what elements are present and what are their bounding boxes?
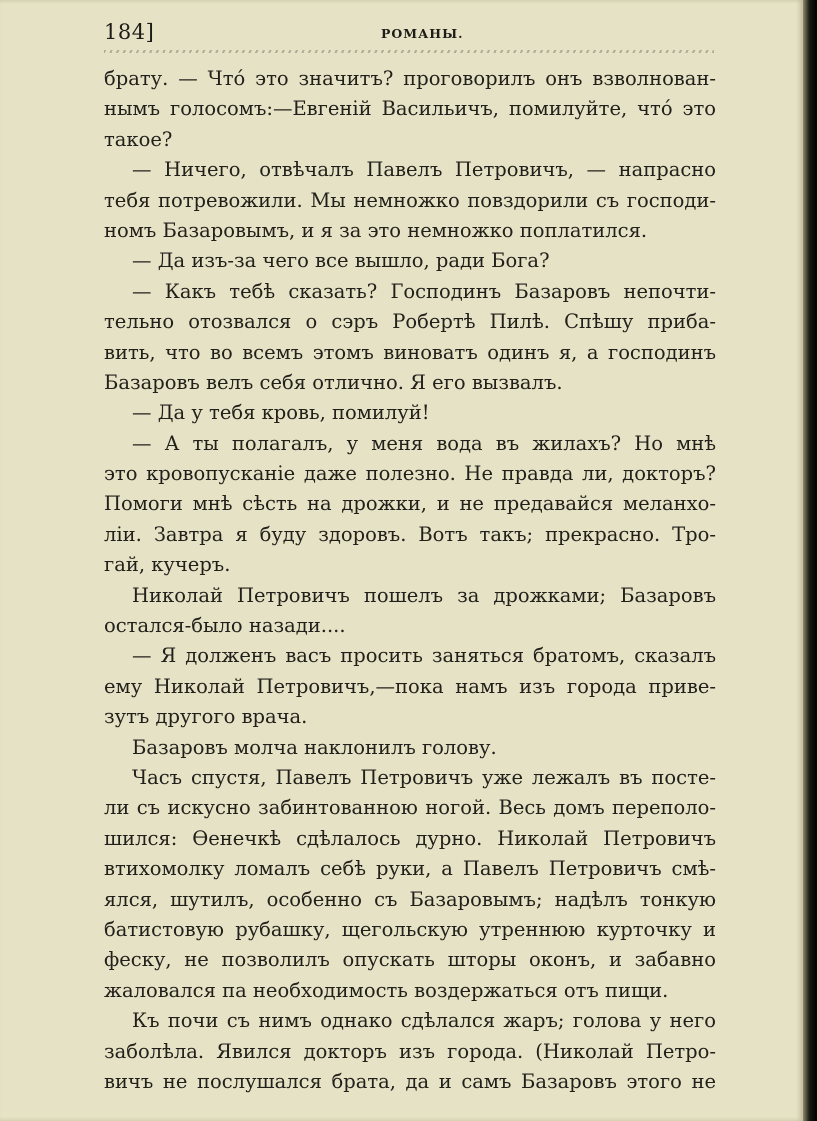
text-line: — А ты полагалъ, у меня вода въ жилахъ? Но мнѣ xyxy=(132,431,716,455)
text-line: Николай Петровичъ пошелъ за дрожками; Базаровъ xyxy=(132,583,716,607)
text-line: заболѣла. Явился докторъ изъ города. (Николай Петро- xyxy=(104,1039,716,1063)
page-number: 184] xyxy=(104,20,155,44)
text-line: гай, кучеръ. xyxy=(104,553,231,577)
text-line: ли съ искусно забинтованною ногой. Весь домъ переполо- xyxy=(104,796,716,820)
text-line: втихомолку ломалъ себѣ руки, а Павелъ Петровичъ смѣ- xyxy=(104,857,716,881)
text-line: — Да изъ-за чего все вышло, ради Бога? xyxy=(132,249,550,273)
text-line: Помоги мнѣ сѣсть на дрожки, и не предавайся меланхо- xyxy=(104,492,716,516)
header-rule xyxy=(104,50,714,53)
text-line: ліи. Завтра я буду здоровъ. Вотъ такъ; прекрасно. Тро- xyxy=(104,522,716,546)
text-line: — Я долженъ васъ просить заняться братомъ, сказалъ xyxy=(132,644,716,668)
text-line: тельно отозвался о сэръ Робертѣ Пилѣ. Спѣшу приба- xyxy=(104,310,716,334)
text-line: зутъ другого врача. xyxy=(104,705,308,729)
text-line: — Ничего, отвѣчалъ Павелъ Петровичъ, — напрасно xyxy=(132,158,716,182)
text-line: такое? xyxy=(104,127,173,151)
body-text xyxy=(104,64,716,1097)
running-title: РОМАНЫ. xyxy=(381,26,464,41)
text-line: вить, что во всемъ этомъ виноватъ одинъ я, а господинъ xyxy=(104,340,716,364)
text-line: остался-было назади.... xyxy=(104,614,346,638)
text-line: ему Николай Петровичъ,—пока намъ изъ города приве- xyxy=(104,674,716,698)
text-line: номъ Базаровымъ, и я за это немножко поплатился. xyxy=(104,218,648,242)
text-line: это кровопусканіе даже полезно. Не правда ли, докторъ? xyxy=(104,462,716,486)
text-line: жаловался па необходимость воздержаться отъ пищи. xyxy=(104,978,669,1002)
text-line: тебя потревожили. Мы немножко повздорили съ господи- xyxy=(104,188,716,212)
text-line: Базаровъ молча наклонилъ голову. xyxy=(132,735,497,759)
text-line: брату. — Чтó это значитъ? проговорилъ онъ взволнован- xyxy=(104,67,716,90)
text-line: — Да у тебя кровь, помилуй! xyxy=(132,401,430,425)
text-line: ялся, шутилъ, особенно съ Базаровымъ; надѣлъ тонкую xyxy=(104,887,716,911)
text-line: батистовую рубашку, щегольскую утреннюю курточку и xyxy=(104,917,716,941)
text-line: — Какъ тебѣ сказать? Господинъ Базаровъ непочти- xyxy=(132,279,716,303)
running-head xyxy=(104,20,714,48)
text-line: нымъ голосомъ:—Евгеній Васильичъ, помилуйте, чтó это xyxy=(104,97,716,121)
text-line: вичъ не послушался брата, да и самъ Базаровъ этого не xyxy=(104,1069,716,1093)
text-line: Часъ спустя, Павелъ Петровичъ уже лежалъ въ посте- xyxy=(132,765,716,789)
page-edge xyxy=(803,0,817,1121)
text-line: Базаровъ велъ себя отлично. Я его вызвалъ. xyxy=(104,370,563,394)
text-line: шился: Ѳенечкѣ сдѣлалось дурно. Николай Петровичъ xyxy=(104,826,716,850)
text-line: феску, не позволилъ опускать шторы оконъ, и забавно xyxy=(104,948,716,972)
text-line: Къ почи съ нимъ однако сдѣлался жаръ; голова у него xyxy=(132,1009,716,1033)
